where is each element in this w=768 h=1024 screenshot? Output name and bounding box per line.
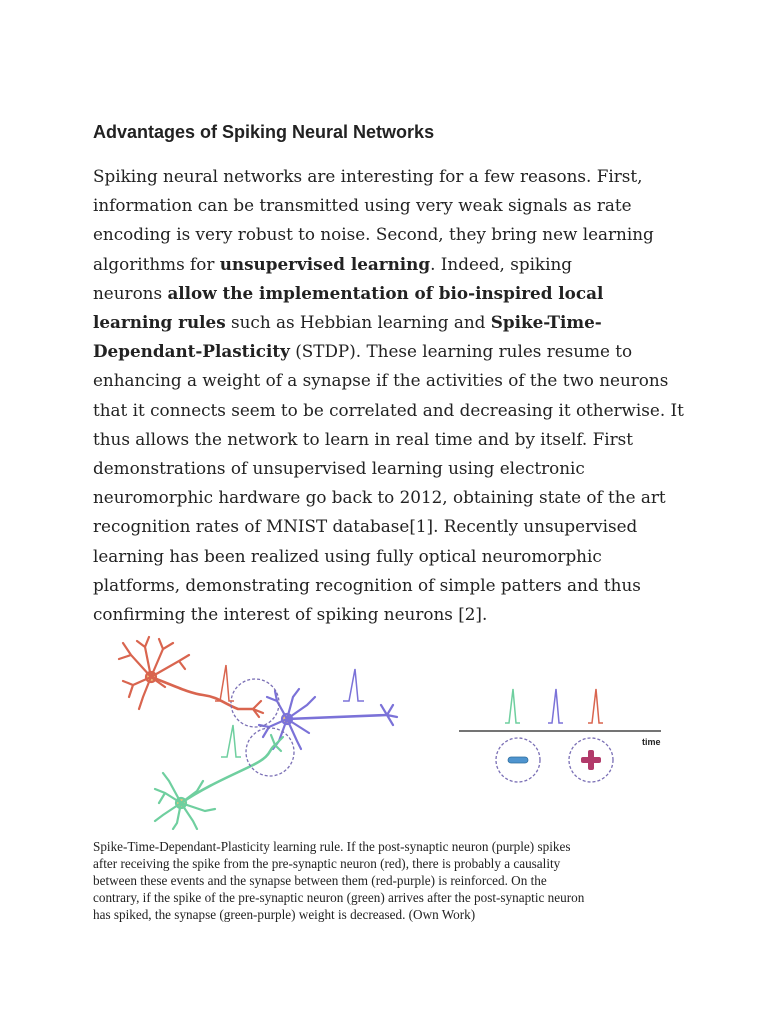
synapse-circle-red-purple: [231, 679, 279, 727]
paragraph-line: [93, 571, 663, 600]
paragraph-line: [93, 220, 663, 249]
bold-text: learning rules: [93, 312, 226, 333]
paragraph-line: [93, 366, 669, 395]
plus-icon-v: [588, 750, 594, 770]
green-neuron: [155, 735, 283, 829]
paragraph-line: [93, 425, 663, 454]
paragraph-line: [93, 396, 684, 425]
paragraph-line: [93, 191, 663, 220]
paragraph-line: [93, 483, 666, 512]
figure-caption: [93, 838, 683, 923]
paragraph-line: [93, 279, 663, 308]
bold-text: allow the implementation of bio-inspired local: [167, 282, 604, 303]
text-run: recognition rates of MNIST database[1]. Recently unsupervised: [93, 516, 638, 537]
caption-line: Spike-Time-Dependant-Plasticity learning rule. If the post-synaptic neuron (purple) spikes: [93, 839, 571, 854]
text-run: information can be transmitted using very weak signals as rate: [93, 195, 632, 216]
bold-text: Spike-Time-: [490, 312, 602, 333]
green-spike: [221, 725, 241, 757]
minus-icon: [508, 757, 528, 763]
text-run: such as Hebbian learning and: [225, 312, 491, 333]
text-run: that it connects seem to be correlated and decreasing it otherwise. It: [93, 399, 684, 420]
caption-line: between these events and the synapse between them (red-purple) is reinforced. On the: [93, 873, 547, 888]
paragraph-line: [93, 454, 663, 483]
purple-spike-timeline: [548, 689, 563, 723]
caption-line: after receiving the spike from the pre-synaptic neuron (red), there is probably a causality: [93, 856, 561, 871]
text-run: enhancing a weight of a synapse if the activities of the two neurons: [93, 370, 669, 391]
bold-text: unsupervised learning: [219, 253, 431, 274]
stdp-figure: [93, 625, 673, 830]
green-spike-timeline: [505, 689, 520, 723]
text-run: demonstrations of unsupervised learning using electronic: [93, 458, 585, 479]
text-run: neurons: [93, 282, 168, 303]
paragraph-line: [93, 542, 663, 571]
paragraph-line: [93, 162, 663, 191]
text-run: algorithms for: [93, 253, 220, 274]
text-run: encoding is very robust to noise. Second, they bring new learning: [93, 224, 654, 245]
paragraph-line: [93, 512, 663, 541]
text-run: thus allows the network to learn in real time and by itself. First: [93, 428, 633, 449]
red-neuron: [119, 637, 263, 717]
paragraph-line: [93, 250, 663, 279]
bold-text: Dependant-Plasticity: [93, 341, 290, 362]
text-run: (STDP). These learning rules resume to: [289, 341, 633, 362]
time-label: time: [642, 737, 661, 747]
text-run: learning has been realized using fully optical neuromorphic: [93, 545, 602, 566]
text-run: Spiking neural networks are interesting for a few reasons. First,: [93, 166, 643, 186]
text-run: platforms, demonstrating recognition of simple patters and thus: [93, 574, 641, 595]
text-run: confirming the interest of spiking neurons [2].: [93, 604, 488, 625]
section-heading: Advantages of Spiking Neural Networks: [93, 122, 435, 142]
paragraph-line: [93, 308, 663, 337]
paragraph-line: [93, 337, 663, 366]
text-run: . Indeed, spiking: [430, 253, 573, 274]
red-spike-timeline: [588, 689, 603, 723]
red-spike: [215, 665, 234, 701]
caption-line: contrary, if the spike of the pre-synaptic neuron (green) arrives after the post-synaptic neuron: [93, 890, 585, 905]
caption-line: has spiked, the synapse (green-purple) weight is decreased. (Own Work): [93, 907, 476, 922]
body-paragraph: [93, 162, 684, 629]
text-run: neuromorphic hardware go back to 2012, obtaining state of the art: [93, 487, 666, 508]
purple-spike: [343, 669, 364, 701]
